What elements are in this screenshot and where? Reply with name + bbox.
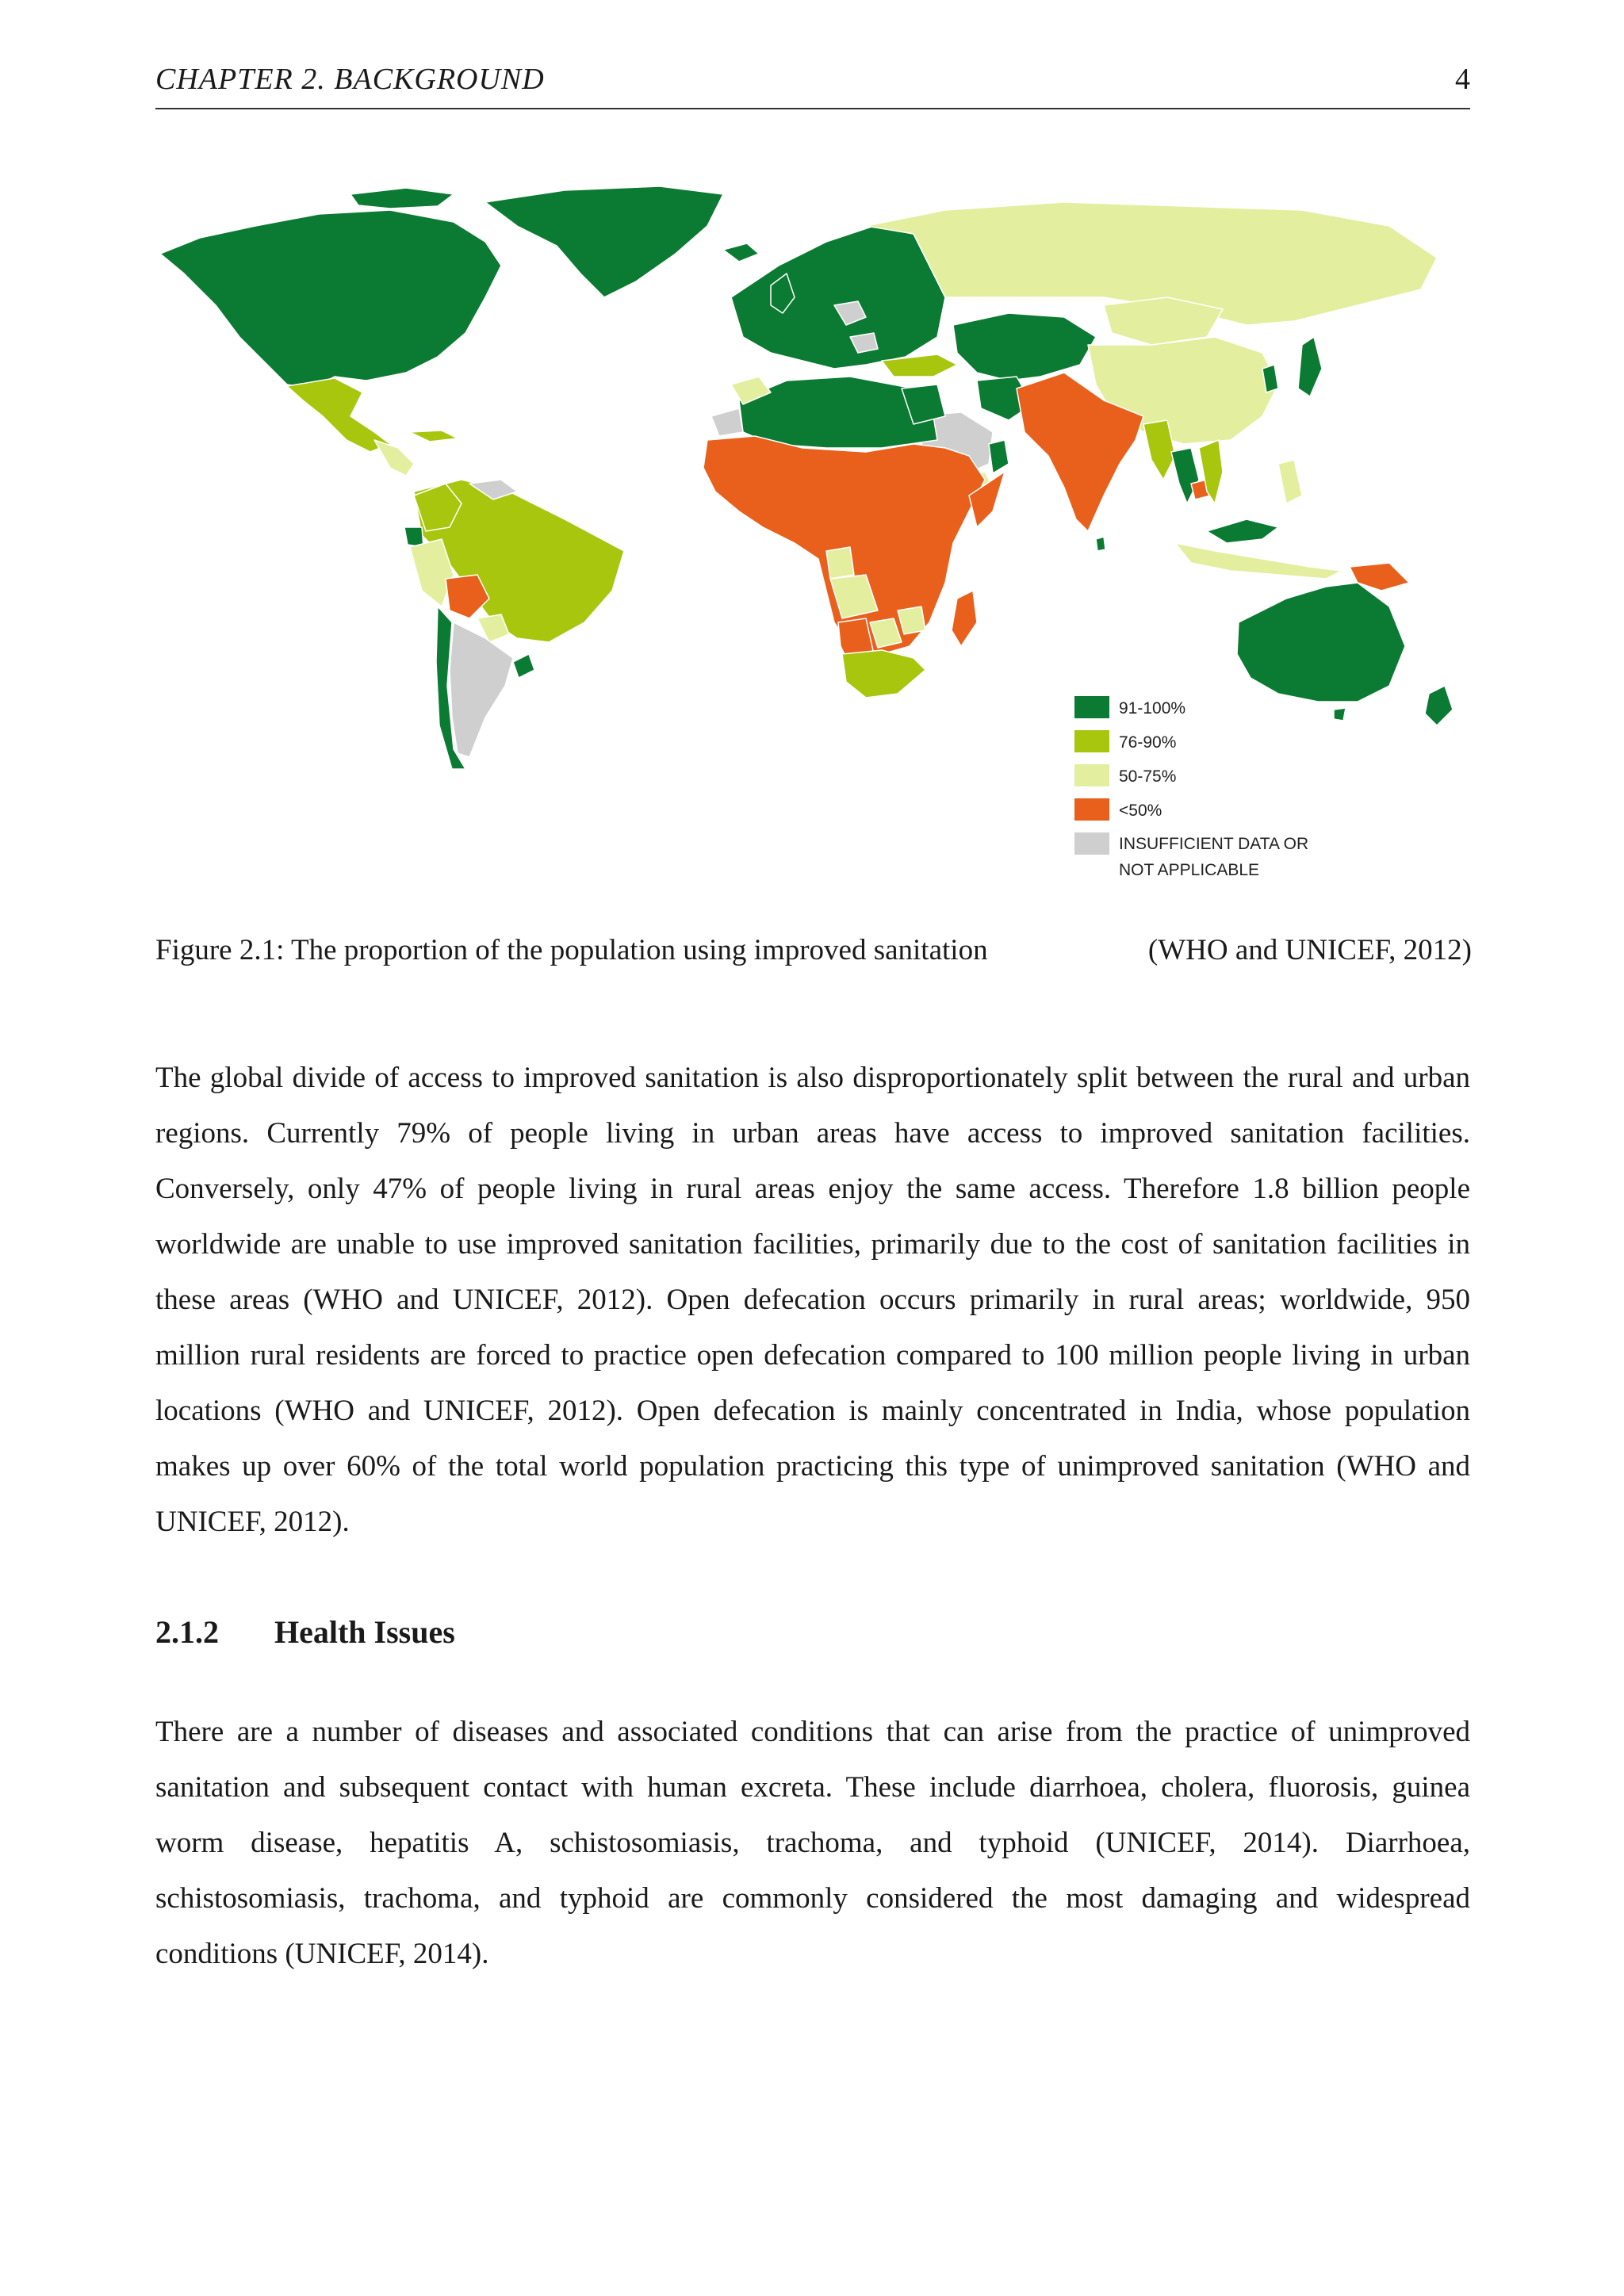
tasmania-region xyxy=(1334,708,1346,721)
legend-label-insufficient: INSUFFICIENT DATA OR xyxy=(1119,835,1309,853)
madagascar-region xyxy=(952,591,977,646)
malaysia-region xyxy=(1207,519,1278,543)
central-asia-region xyxy=(953,313,1096,381)
europe-region xyxy=(731,226,945,369)
section-heading xyxy=(155,1613,455,1651)
legend-swatch-76-90 xyxy=(1074,730,1109,752)
philippines-region xyxy=(1278,460,1302,503)
body-paragraph-health-issues: There are a number of diseases and associated conditions that can arise from the practice of unimproved sanitation and subsequent contact with human excreta. These include diarrhoea, cholera, fluorosis, guinea worm disease, hepatitis A, schistosomiasis, trachoma, and typhoid (UNICEF, 2014). Diarrhoea, schistosomiasis, trachoma, and typhoid are commonly considered the most damaging and widespread conditions (UNICEF, 2014). xyxy=(155,1716,1470,1970)
australia-region xyxy=(1237,583,1405,702)
legend-label-91-100: 91-100% xyxy=(1119,699,1186,718)
caption-citation: (WHO and UNICEF, 2012) xyxy=(1147,934,1472,966)
arctic-islands-region xyxy=(350,188,454,209)
south-africa-region xyxy=(842,650,925,698)
legend-label-50-75: 50-75% xyxy=(1119,767,1177,786)
caption-text: Figure 2.1: The proportion of the population using improved sanitation xyxy=(155,934,988,966)
figure-caption xyxy=(155,933,1472,967)
map-legend xyxy=(1074,696,1308,879)
japan-region xyxy=(1298,337,1322,396)
argentina-region xyxy=(450,622,513,757)
north-america-region xyxy=(160,210,501,388)
legend-swatch-under-50 xyxy=(1074,798,1109,821)
western-sahara-region xyxy=(711,408,743,436)
iceland-region xyxy=(723,243,759,262)
oman-region xyxy=(989,440,1009,473)
new-zealand-region xyxy=(1425,686,1453,725)
central-america-region xyxy=(374,440,414,476)
running-header xyxy=(155,62,1470,109)
greenland-region xyxy=(485,186,723,297)
uruguay-region xyxy=(513,654,534,678)
legend-label-under-50: <50% xyxy=(1119,802,1162,820)
gabon-region xyxy=(826,547,854,579)
chapter-title: CHAPTER 2. BACKGROUND xyxy=(155,63,545,96)
sri-lanka-region xyxy=(1096,537,1105,551)
section-number: 2.1.2 xyxy=(155,1614,219,1650)
indonesia-region xyxy=(1175,543,1342,579)
legend-label-not-applicable: NOT APPLICABLE xyxy=(1119,861,1260,879)
legend-swatch-insufficient xyxy=(1074,832,1109,855)
caribbean-region xyxy=(410,430,458,442)
legend-label-76-90: 76-90% xyxy=(1119,733,1177,752)
legend-swatch-91-100 xyxy=(1074,696,1109,718)
world-sanitation-map xyxy=(152,178,1472,884)
page-number: 4 xyxy=(1455,63,1470,96)
body-paragraph-sanitation-divide: The global divide of access to improved sanitation is also disproportionately split between the rural and urban regions. Currently 79% of people living in urban areas have access to improved sanitation facilities. Conversely, only 47% of people living in rural areas enjoy the same access. Therefore 1.8 billion people worldwide are unable to use improved sanitation facilities, primarily due to the cost of sanitation facilities in these areas (WHO and UNICEF, 2012). Open defecation occurs primarily in rural areas; worldwide, 950 million rural residents are forced to practice open defecation compared to 100 million people living in urban locations (WHO and UNICEF, 2012). Open defecation is mainly concentrated in India, whose population makes up over 60% of the total world population practicing this type of unimproved sanitation (WHO and UNICEF, 2012). xyxy=(155,1062,1470,1538)
legend-swatch-50-75 xyxy=(1074,764,1109,786)
section-title: Health Issues xyxy=(274,1614,455,1650)
